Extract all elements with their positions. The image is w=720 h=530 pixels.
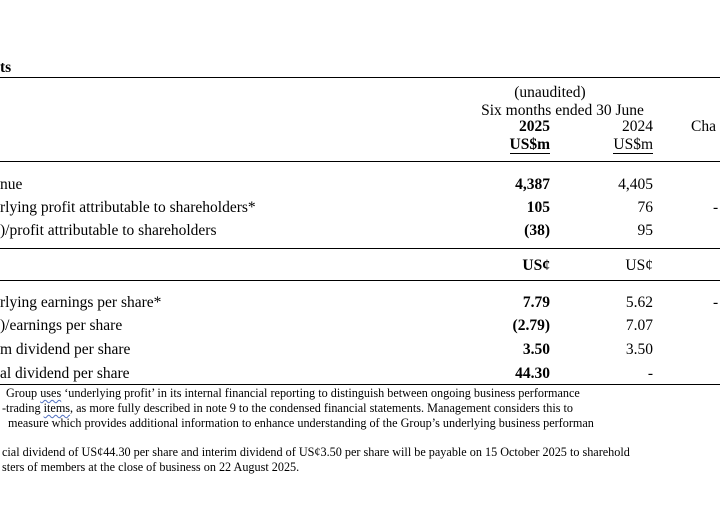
row-underlying-profit-current: 105 <box>526 199 550 216</box>
row-interim-dividend-label: m dividend per share <box>0 341 131 358</box>
header-rule <box>0 161 720 162</box>
row-special-dividend-label: al dividend per share <box>0 365 130 382</box>
row-underlying-eps-current: 7.79 <box>522 294 550 311</box>
row-eps-prior: 7.07 <box>625 317 653 334</box>
change-heading: Cha <box>691 118 716 135</box>
row-special-dividend-prior: - <box>647 365 653 382</box>
unit-current-text: US$m <box>509 136 550 153</box>
row-eps-current: (2.79) <box>512 317 550 334</box>
footnote-line-5: sters of members at the close of business on 22 August 2025. <box>2 460 300 474</box>
top-rule <box>0 77 720 78</box>
row-underlying-profit-change: - <box>713 199 719 216</box>
footnote-line-2-b: , as more fully described in note 9 to the condensed financial statements. Management considers this to <box>70 401 573 415</box>
row-special-dividend-current: 44.30 <box>515 365 550 382</box>
row-profit-prior: 95 <box>637 222 653 239</box>
footnote-line-2-a: -trading <box>2 401 44 415</box>
audit-status: (unaudited) <box>514 84 586 101</box>
row-eps-label: )/earnings per share <box>0 317 123 334</box>
row-underlying-profit-label: rlying profit attributable to shareholders* <box>0 199 256 216</box>
footnote-line-3: measure which provides additional information to enhance understanding of the Group’s underlying business performan <box>8 416 594 430</box>
year-current: 2025 <box>519 118 550 135</box>
row-interim-dividend-prior: 3.50 <box>625 341 653 358</box>
row-profit-current: (38) <box>524 222 550 239</box>
year-prior: 2024 <box>622 118 653 135</box>
row-interim-dividend-current: 3.50 <box>522 341 550 358</box>
section-title: ts <box>0 59 12 76</box>
footnote-line-2 <box>2 401 573 415</box>
row-underlying-eps-label: rlying earnings per share* <box>0 294 162 311</box>
footnote-line-1-a: Group <box>6 386 41 400</box>
row-revenue-current: 4,387 <box>515 176 550 193</box>
cents-rule <box>0 280 720 281</box>
footnote-line-2-items: items <box>43 401 71 415</box>
footnote-line-1-b: ‘underlying profit’ in its internal financial reporting to distinguish between ongoing business performance <box>61 386 580 400</box>
cents-current: US¢ <box>522 257 550 274</box>
row-revenue-label: nue <box>0 176 23 193</box>
mid-rule <box>0 248 720 249</box>
unit-prior <box>570 136 653 154</box>
row-underlying-eps-prior: 5.62 <box>625 294 653 311</box>
footnote-line-1 <box>6 386 580 400</box>
row-underlying-eps-change: - <box>713 294 719 311</box>
row-revenue-prior: 4,405 <box>618 176 653 193</box>
footnote-line-1-uses: uses <box>40 386 62 400</box>
cents-prior: US¢ <box>625 257 653 274</box>
period-heading: Six months ended 30 June <box>481 102 644 119</box>
footnote-line-4: cial dividend of US¢44.30 per share and interim dividend of US¢3.50 per share will be payable on 15 October 2025 to sharehold <box>2 445 630 459</box>
unit-prior-text: US$m <box>613 136 653 153</box>
unit-current <box>470 136 550 154</box>
row-profit-label: )/profit attributable to shareholders <box>0 222 217 239</box>
bottom-rule <box>0 384 720 385</box>
row-underlying-profit-prior: 76 <box>637 199 653 216</box>
